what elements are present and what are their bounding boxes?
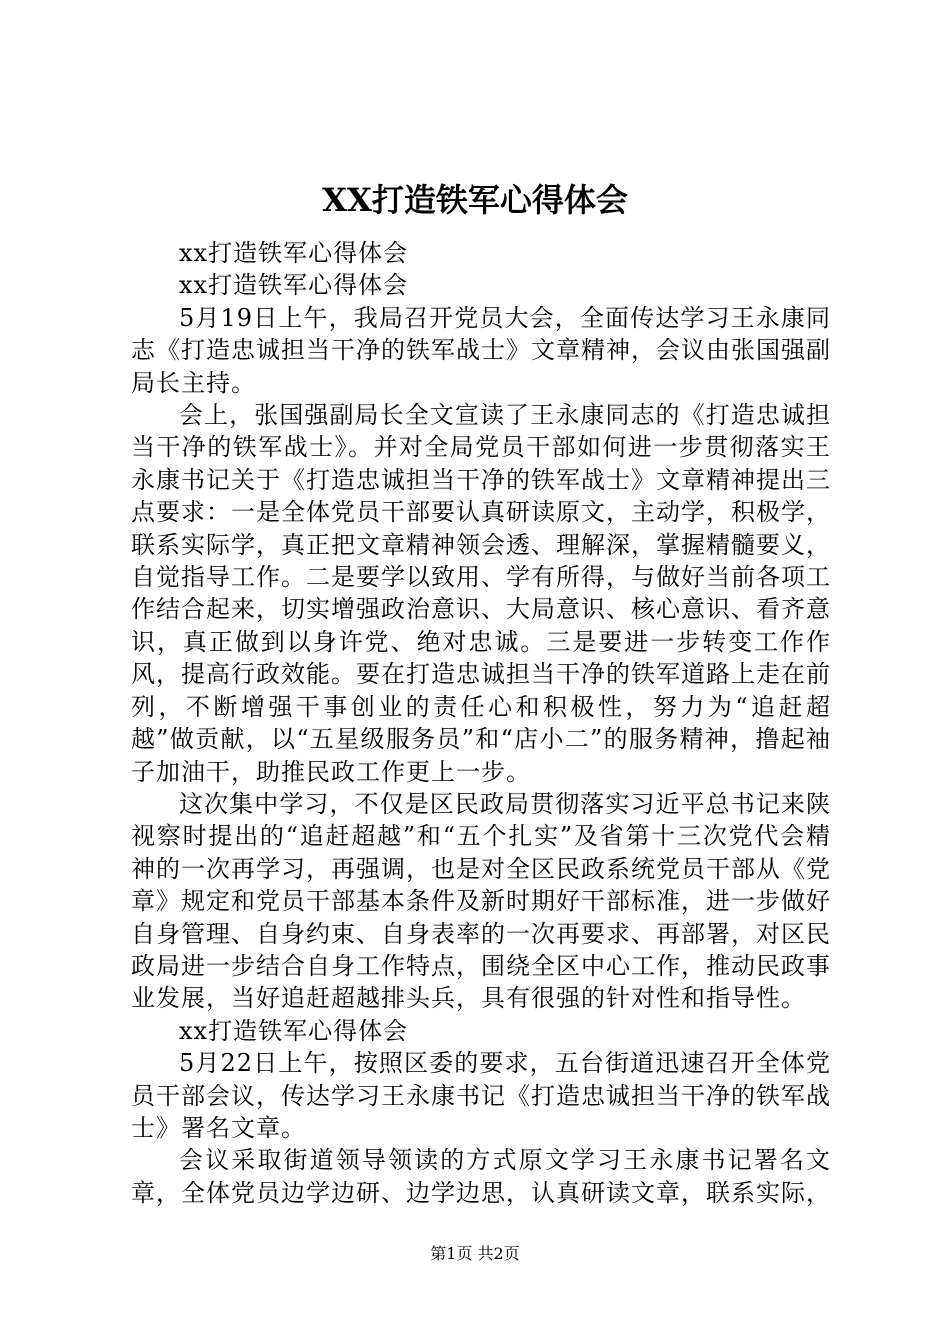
document-body xyxy=(131,237,831,1209)
document-title: XX打造铁军心得体会 xyxy=(322,181,628,219)
paragraph-6: xx打造铁军心得体会 xyxy=(179,1016,409,1045)
paragraph-3: 5月19日上午，我局召开党员大会，全面传达学习王永康同志《打造忠诚担当干净的铁军战士》文章精神，会议由张国强副局长主持。 xyxy=(131,303,831,397)
paragraph-5: 这次集中学习，不仅是区民政局贯彻落实习近平总书记来陕视察时提出的“追赶超越”和“五个扎实”及省第十三次党代会精神的一次再学习，再强调，也是对全区民政系统党员干部从《党章》规定和党员干部基本条件及新时期好干部标准，进一步做好自身管理、自身约束、自身表率的一次再要求、再部署，对区民政局进一步结合自身工作特点，围绕全区中心工作，推动民政事业发展，当好追赶超越排头兵，具有很强的针对性和指导性。 xyxy=(131,789,831,1013)
paragraph-2: xx打造铁军心得体会 xyxy=(179,271,409,300)
paragraph-4: 会上，张国强副局长全文宣读了王永康同志的《打造忠诚担当干净的铁军战士》。并对全局党员干部如何进一步贯彻落实王永康书记关于《打造忠诚担当干净的铁军战士》文章精神提出三点要求：一是全体党员干部要认真研读原文，主动学，积极学，联系实际学，真正把文章精神领会透、理解深，掌握精髓要义，自觉指导工作。二是要学以致用、学有所得，与做好当前各项工作结合起来，切实增强政治意识、大局意识、核心意识、看齐意识，真正做到以身许党、绝对忠诚。三是要进一步转变工作作风，提高行政效能。要在打造忠诚担当干净的铁军道路上走在前列，不断增强干事创业的责任心和积极性，努力为“追赶超越”做贡献，以“五星级服务员”和“店小二”的服务精神，撸起袖子加油干，助推民政工作更上一步。 xyxy=(131,401,831,786)
paragraph-1: xx打造铁军心得体会 xyxy=(179,239,409,267)
paragraph-7: 5月22日上午，按照区委的要求，五台街道迅速召开全体党员干部会议，传达学习王永康书记《打造忠诚担当干净的铁军战士》署名文章。 xyxy=(131,1049,831,1142)
page-footer: 第1页 共2页 xyxy=(430,1244,520,1263)
paragraph-8: 会议采取街道领导领读的方式原文学习王永康书记署名文章，全体党员边学边研、边学边思，认真研读文章，联系实际， xyxy=(131,1146,831,1207)
